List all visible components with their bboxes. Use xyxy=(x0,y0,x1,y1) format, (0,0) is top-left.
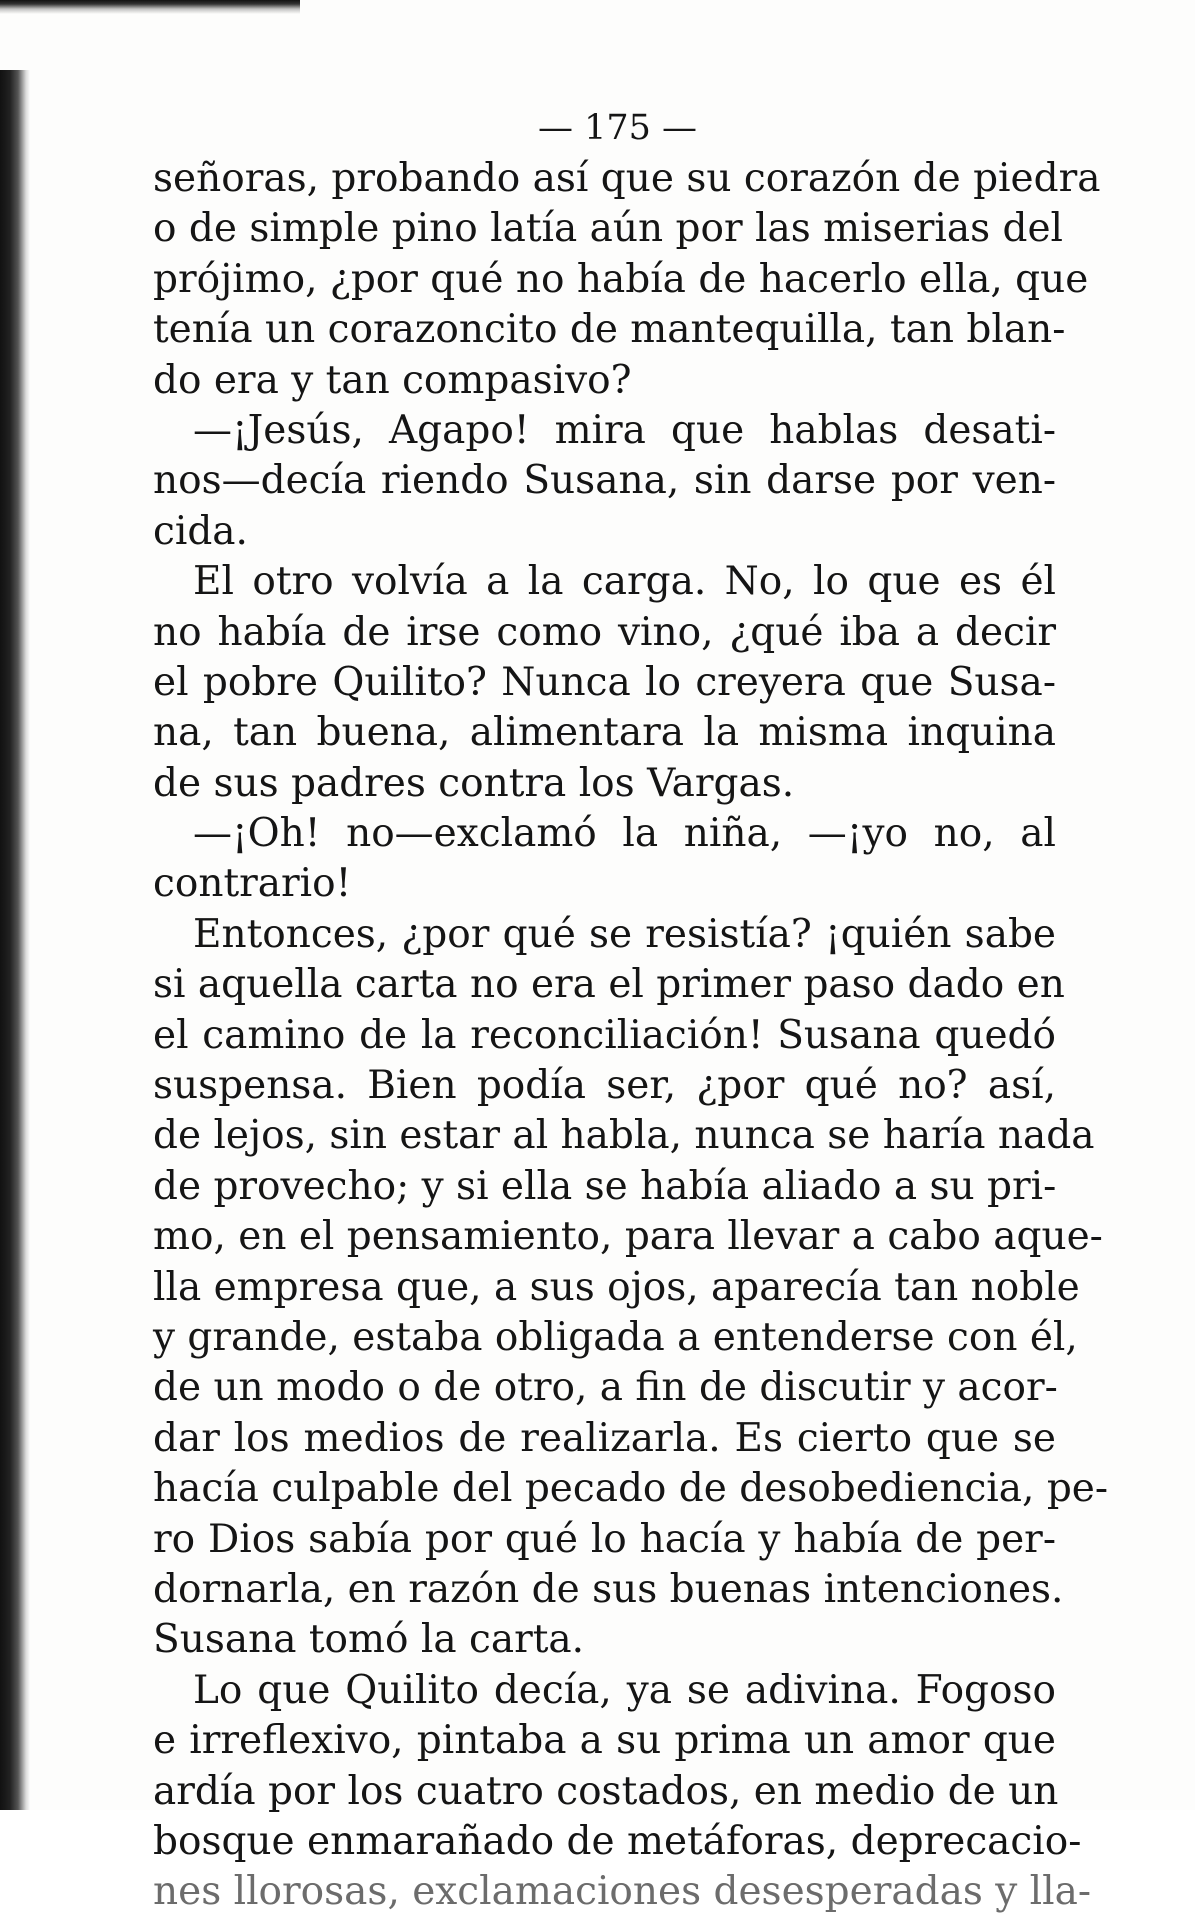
text-line: nes llorosas, exclamaciones desesperadas y lla- xyxy=(153,1869,1092,1915)
text-line: mo, en el pensamiento, para llevar a cabo aque- xyxy=(153,1214,1103,1260)
text-line: contrario! xyxy=(153,861,352,907)
text-line: ardía por los cuatro costados, en medio de un xyxy=(153,1768,1059,1814)
text-line: nos—decía riendo Susana, sin darse por ven- xyxy=(153,458,1056,504)
body-text xyxy=(153,154,1109,1918)
text-line: cida. xyxy=(153,508,248,554)
text-line: de un modo o de otro, a fin de discutir y acor- xyxy=(153,1365,1058,1411)
text-line: —¡Jesús, Agapo! mira que hablas desati- xyxy=(193,407,1056,453)
text-line: ro Dios sabía por qué lo hacía y había de per- xyxy=(153,1516,1056,1562)
page-number-header: — 175 — xyxy=(537,108,698,148)
text-line: El otro volvía a la carga. No, lo que es él xyxy=(193,559,1056,605)
text-line: de provecho; y si ella se había aliado a su pri- xyxy=(153,1163,1057,1209)
text-line: prójimo, ¿por qué no había de hacerlo ella, que xyxy=(153,256,1089,302)
text-line: e irreflexivo, pintaba a su prima un amor que xyxy=(153,1718,1056,1764)
text-line: Susana tomó la carta. xyxy=(153,1617,585,1663)
text-line: Entonces, ¿por qué se resistía? ¡quién sabe xyxy=(193,911,1056,957)
text-line: de sus padres contra los Vargas. xyxy=(153,760,795,806)
text-line: o de simple pino latía aún por las miserias del xyxy=(153,206,1064,252)
text-line: —¡Oh! no—exclamó la niña, —¡yo no, al xyxy=(193,811,1056,857)
text-line: Lo que Quilito decía, ya se adivina. Fogoso xyxy=(193,1667,1056,1713)
binding-edge-shadow xyxy=(0,70,30,1810)
text-line: y grande, estaba obligada a entenderse con él, xyxy=(153,1314,1078,1360)
text-line: lla empresa que, a sus ojos, aparecía tan noble xyxy=(153,1264,1080,1310)
text-line: no había de irse como vino, ¿qué iba a decir xyxy=(153,609,1056,655)
text-line: tenía un corazoncito de mantequilla, tan blan- xyxy=(153,307,1066,353)
text-line: dar los medios de realizarla. Es cierto que se xyxy=(153,1415,1056,1461)
text-line: el pobre Quilito? Nunca lo creyera que Susa- xyxy=(153,659,1056,705)
top-edge-shadow xyxy=(0,0,300,14)
text-line: el camino de la reconciliación! Susana quedó xyxy=(153,1012,1056,1058)
text-line: na, tan buena, alimentara la misma inquina xyxy=(153,710,1056,756)
text-line: dornarla, en razón de sus buenas intenciones. xyxy=(153,1566,1064,1612)
text-line: suspensa. Bien podía ser, ¿por qué no? así, xyxy=(153,1063,1056,1109)
text-line: señoras, probando así que su corazón de piedra xyxy=(153,156,1101,201)
text-line: hacía culpable del pecado de desobediencia, pe- xyxy=(153,1466,1109,1512)
text-line: bosque enmarañado de metáforas, deprecacio- xyxy=(153,1818,1082,1864)
text-line: de lejos, sin estar al habla, nunca se haría nada xyxy=(153,1113,1095,1159)
text-line: do era y tan compasivo? xyxy=(153,357,632,403)
text-line: si aquella carta no era el primer paso dado en xyxy=(153,962,1065,1008)
